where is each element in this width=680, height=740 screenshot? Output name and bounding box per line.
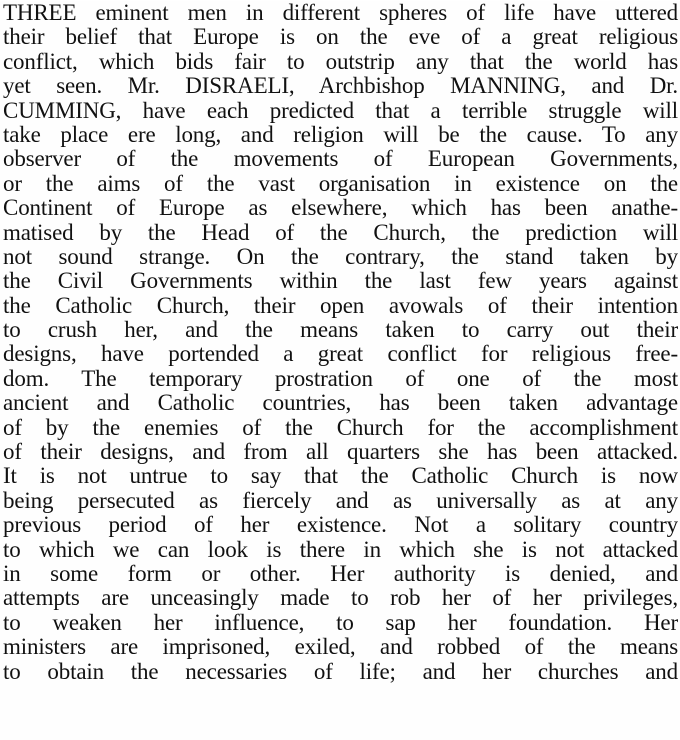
text-line: their belief that Europe is on the eve of a great religious	[3, 25, 678, 50]
text-line: previous period of her existence. Not a solitary country	[3, 513, 678, 538]
text-line: to weaken her influence, to sap her foundation. Her	[3, 610, 678, 635]
text-line: the Civil Governments within the last few years against	[3, 269, 678, 294]
text-line: to crush her, and the means taken to carry out their	[3, 318, 678, 343]
text-line: It is not untrue to say that the Catholic Church is now	[3, 464, 678, 489]
text-line: being persecuted as fiercely and as universally as at any	[3, 488, 678, 513]
text-line: designs, have portended a great conflict for religious free-	[3, 342, 678, 367]
text-line: in some form or other. Her authority is denied, and	[3, 561, 678, 586]
text-line: of by the enemies of the Church for the accomplishment	[3, 415, 678, 440]
text-line: not sound strange. On the contrary, the stand taken by	[3, 244, 678, 269]
text-line: ministers are imprisoned, exiled, and robbed of the means	[3, 635, 678, 660]
text-line: attempts are unceasingly made to rob her of her privileges,	[3, 586, 678, 611]
text-line: of their designs, and from all quarters she has been attacked.	[3, 440, 678, 465]
text-line: conflict, which bids fair to outstrip any that the world has	[3, 49, 678, 74]
text-line: take place ere long, and religion will be the cause. To any	[3, 122, 678, 147]
text-line: to obtain the necessaries of life; and her churches and	[3, 659, 678, 684]
text-line: observer of the movements of European Governments,	[3, 147, 678, 172]
text-line: the Catholic Church, their open avowals of their intention	[3, 293, 678, 318]
text-line: Continent of Europe as elsewhere, which has been anathe-	[3, 196, 678, 221]
text-line: matised by the Head of the Church, the prediction will	[3, 220, 678, 245]
text-line: yet seen. Mr. DISRAELI, Archbishop MANNING, and Dr.	[3, 74, 678, 99]
text-line: ancient and Catholic countries, has been taken advantage	[3, 391, 678, 416]
text-line: THREE eminent men in different spheres of life have uttered	[3, 1, 678, 25]
newspaper-column	[0, 1, 680, 740]
text-line: or the aims of the vast organisation in existence on the	[3, 171, 678, 196]
text-line: to which we can look is there in which she is not attacked	[3, 537, 678, 562]
text-line: CUMMING, have each predicted that a terrible struggle will	[3, 98, 678, 123]
text-line: dom. The temporary prostration of one of the most	[3, 366, 678, 391]
